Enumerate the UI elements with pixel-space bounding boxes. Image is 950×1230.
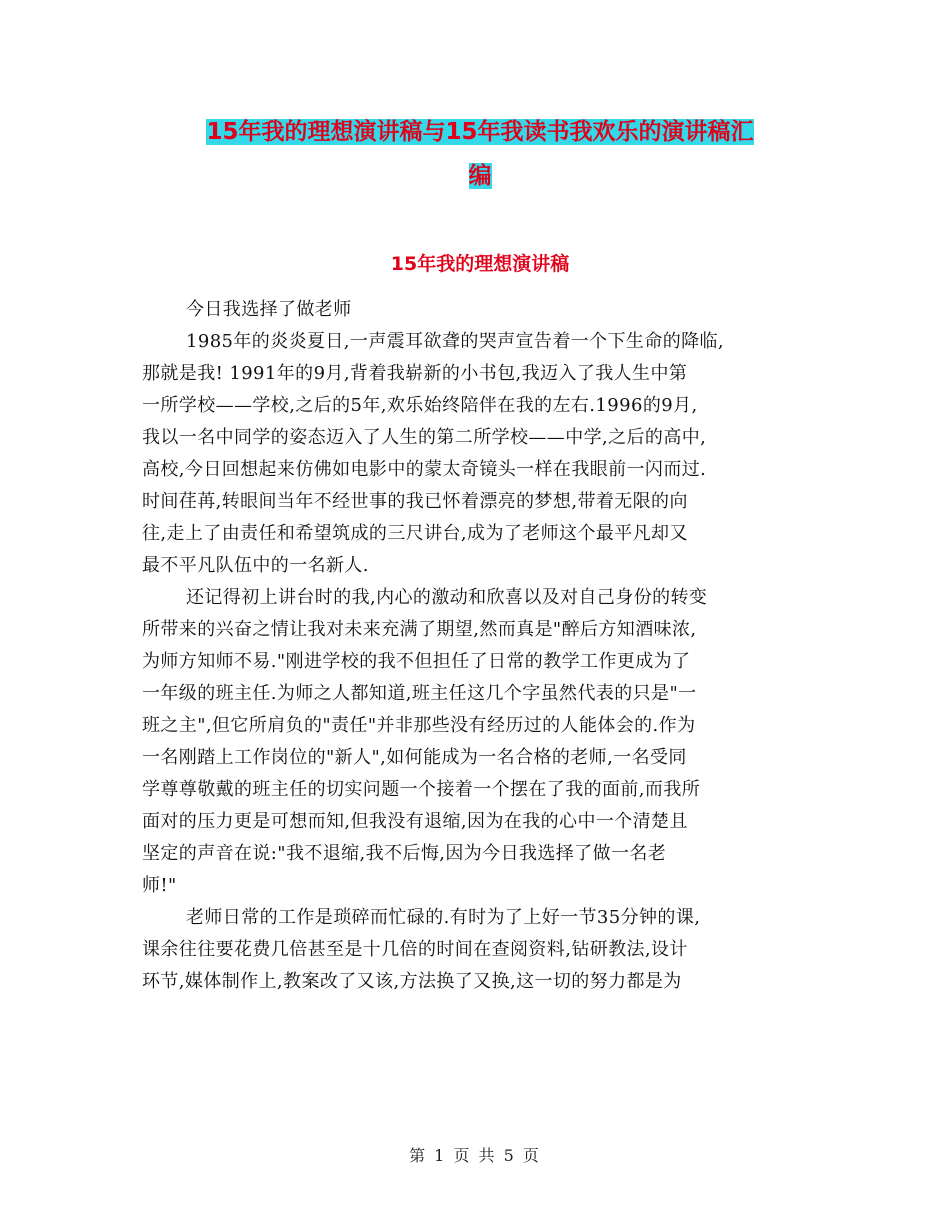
- text-line: 今日我选择了做老师: [186, 299, 352, 320]
- text-line: 师!": [142, 875, 177, 896]
- text-line: 老师日常的工作是琐碎而忙碌的.有时为了上好一节35分钟的课,: [186, 907, 701, 928]
- text-line: 往,走上了由责任和希望筑成的三尺讲台,成为了老师这个最平凡却又: [142, 523, 688, 544]
- section-title: 15年我的理想演讲稿: [390, 253, 570, 275]
- body-text: [142, 294, 812, 998]
- text-line: 那就是我! 1991年的9月,背着我崭新的小书包,我迈入了我人生中第: [142, 363, 688, 384]
- text-line: 一所学校——学校,之后的5年,欢乐始终陪伴在我的左右.1996的9月,: [142, 395, 698, 416]
- text-line: 时间荏苒,转眼间当年不经世事的我已怀着漂亮的梦想,带着无限的向: [142, 491, 688, 512]
- text-line: 学尊尊敬戴的班主任的切实问题一个接着一个摆在了我的面前,而我所: [142, 779, 701, 800]
- text-line: 还记得初上讲台时的我,内心的激动和欣喜以及对自己身份的转变: [186, 587, 708, 608]
- page-number-footer: 第 1 页 共 5 页: [409, 1146, 541, 1165]
- document-title: [140, 110, 820, 198]
- text-line: 高校,今日回想起来仿佛如电影中的蒙太奇镜头一样在我眼前一闪而过.: [142, 459, 707, 480]
- document-title-line-2: 编: [468, 163, 492, 189]
- document-title-line-1: 15年我的理想演讲稿与15年我读书我欢乐的演讲稿汇: [206, 119, 754, 145]
- text-line: 为师方知师不易."刚进学校的我不但担任了日常的教学工作更成为了: [142, 651, 691, 672]
- text-line: 我以一名中同学的姿态迈入了人生的第二所学校——中学,之后的高中,: [142, 427, 707, 448]
- text-line: 班之主",但它所肩负的"责任"并非那些没有经历过的人能体会的.作为: [142, 715, 696, 736]
- text-line: 1985年的炎炎夏日,一声震耳欲聋的哭声宣告着一个下生命的降临,: [186, 331, 725, 352]
- text-line: 所带来的兴奋之情让我对未来充满了期望,然而真是"醉后方知酒味浓,: [142, 619, 697, 640]
- text-line: 最不平凡队伍中的一名新人.: [142, 555, 369, 576]
- text-line: 一年级的班主任.为师之人都知道,班主任这几个字虽然代表的只是"一: [142, 683, 697, 704]
- text-line: 一名刚踏上工作岗位的"新人",如何能成为一名合格的老师,一名受同: [142, 747, 687, 768]
- text-line: 课余往往要花费几倍甚至是十几倍的时间在查阅资料,钻研教法,设计: [142, 939, 688, 960]
- text-line: 环节,媒体制作上,教案改了又该,方法换了又换,这一切的努力都是为: [142, 971, 682, 992]
- text-line: 面对的压力更是可想而知,但我没有退缩,因为在我的心中一个清楚且: [142, 811, 688, 832]
- text-line: 坚定的声音在说:"我不退缩,我不后悔,因为今日我选择了做一名老: [142, 843, 667, 864]
